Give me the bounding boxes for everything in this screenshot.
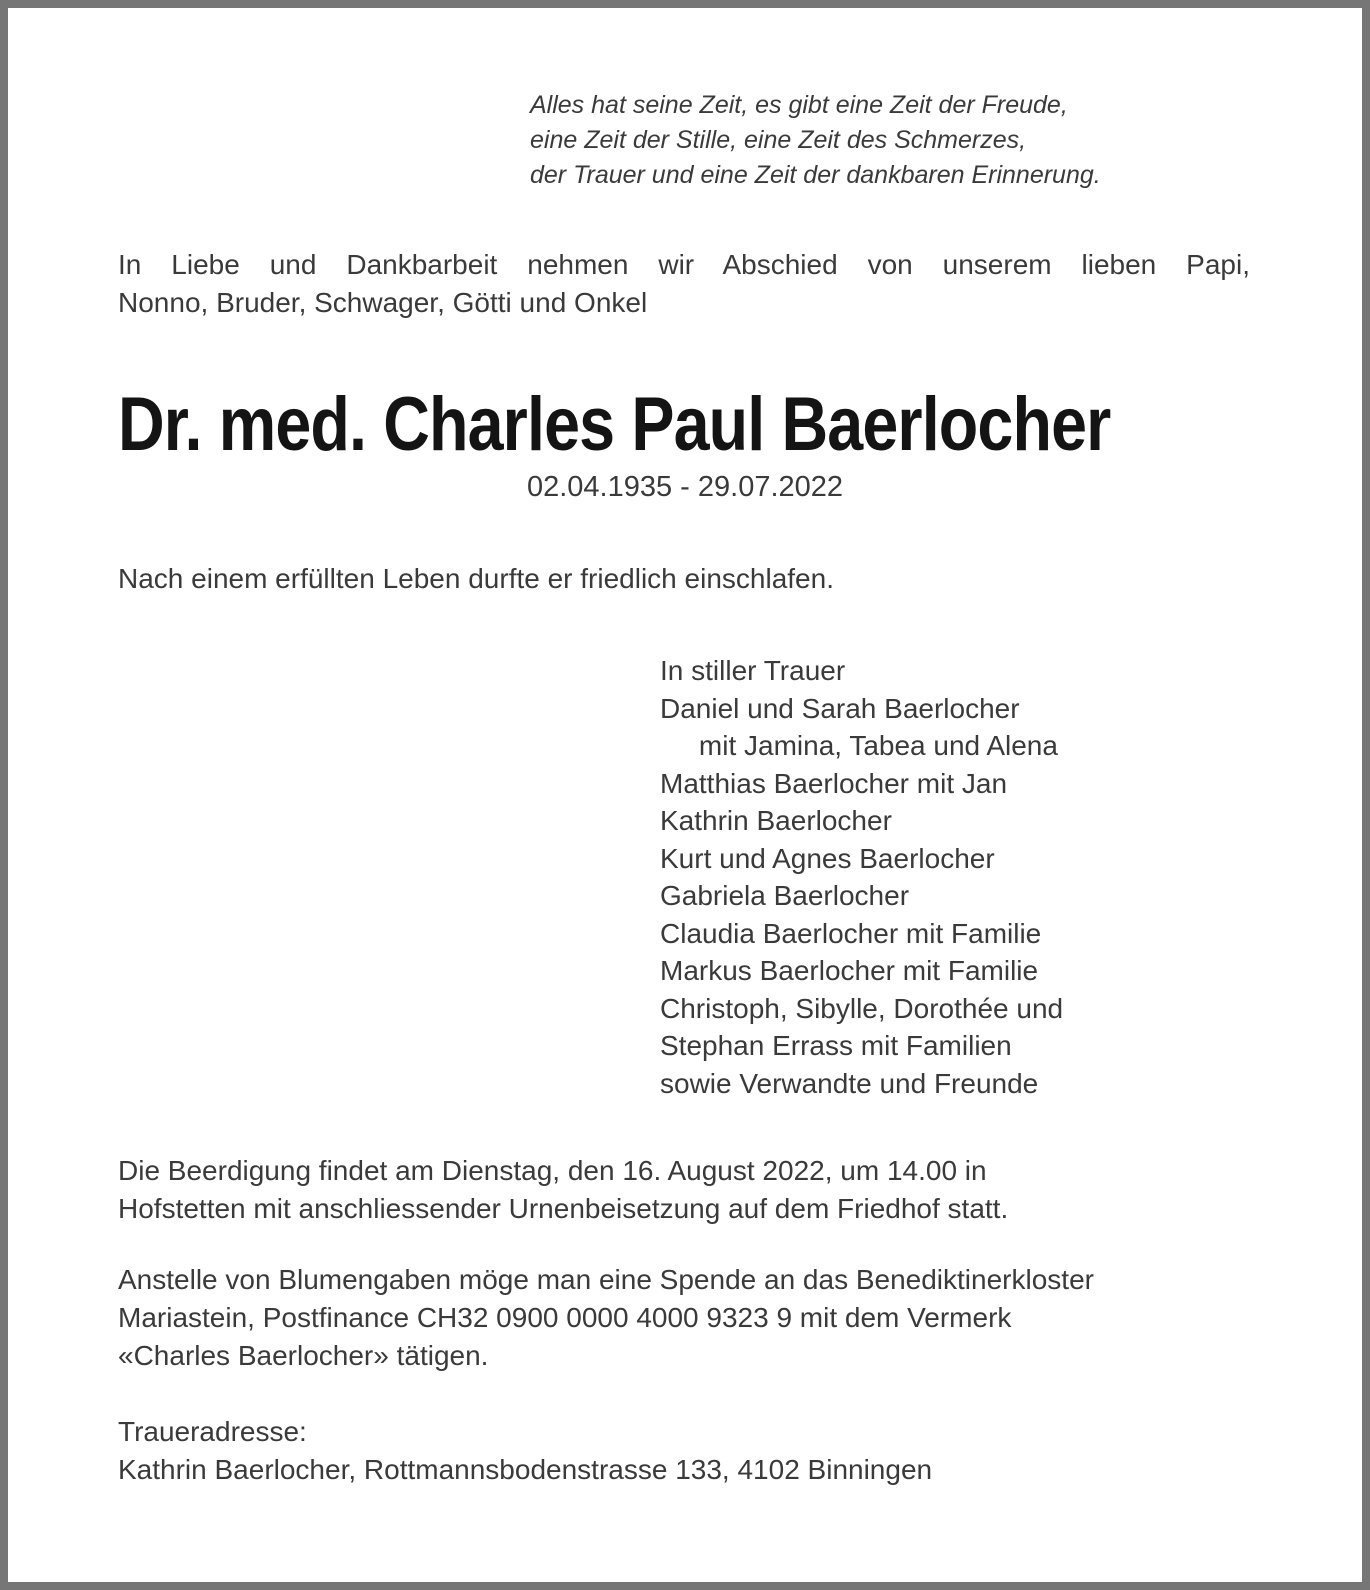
mourner-line: Markus Baerlocher mit Familie	[660, 955, 1039, 986]
mourner-line: Christoph, Sibylle, Dorothée und	[660, 992, 1064, 1024]
donation-info	[118, 1261, 1250, 1375]
address-line: Kathrin Baerlocher, Rottmannsbodenstrasse 133, 4102 Binningen	[118, 1454, 933, 1485]
mourner-line: Daniel und Sarah Baerlocher	[660, 692, 1020, 724]
quote-line: eine Zeit der Stille, eine Zeit des Schmerzes,	[530, 126, 1027, 154]
mourner-line: mit Jamina, Tabea und Alena	[660, 730, 1058, 761]
intro-line: In Liebe und Dankbarbeit nehmen wir Abschied von unserem lieben Papi,	[118, 249, 1250, 280]
funeral-line: Hofstetten mit anschliessender Urnenbeisetzung auf dem Friedhof statt.	[118, 1193, 1009, 1224]
address-line: Traueradresse:	[118, 1416, 307, 1447]
funeral-line: Die Beerdigung findet am Dienstag, den 16. August 2022, um 14.00 in	[118, 1155, 987, 1186]
memorial-quote	[530, 88, 1322, 193]
mourner-line: Claudia Baerlocher mit Familie	[660, 917, 1042, 949]
mourners-list	[660, 652, 1322, 1102]
donation-line: «Charles Baerlocher» tätigen.	[118, 1340, 489, 1371]
mourner-line: Kurt und Agnes Baerlocher	[660, 842, 995, 874]
funeral-info	[118, 1152, 1250, 1228]
quote-line: der Trauer und eine Zeit der dankbaren Erinnerung.	[530, 161, 1101, 189]
intro-line: Nonno, Bruder, Schwager, Götti und Onkel	[118, 287, 648, 318]
intro-text	[118, 246, 1250, 322]
mourner-line: sowie Verwandte und Freunde	[660, 1067, 1039, 1099]
mourner-line: Matthias Baerlocher mit Jan	[660, 767, 1008, 799]
deceased-name: Dr. med. Charles Paul Baerlocher	[118, 382, 1111, 467]
quote-line: Alles hat seine Zeit, es gibt eine Zeit der Freude,	[530, 91, 1068, 119]
donation-line: Mariastein, Postfinance CH32 0900 0000 4000 9323 9 mit dem Vermerk	[118, 1302, 1012, 1333]
mourner-line: Gabriela Baerlocher	[660, 880, 910, 911]
life-dates: 02.04.1935 - 29.07.2022	[526, 471, 844, 503]
condolence-message: Nach einem erfüllten Leben durfte er friedlich einschlafen.	[118, 563, 834, 594]
donation-line: Anstelle von Blumengaben möge man eine Spende an das Benediktinerkloster	[118, 1264, 1094, 1295]
mourner-line: Kathrin Baerlocher	[660, 805, 892, 836]
mourner-line: Stephan Errass mit Familien	[660, 1030, 1012, 1061]
mourner-line: In stiller Trauer	[660, 655, 846, 686]
mourning-address	[118, 1413, 1250, 1489]
